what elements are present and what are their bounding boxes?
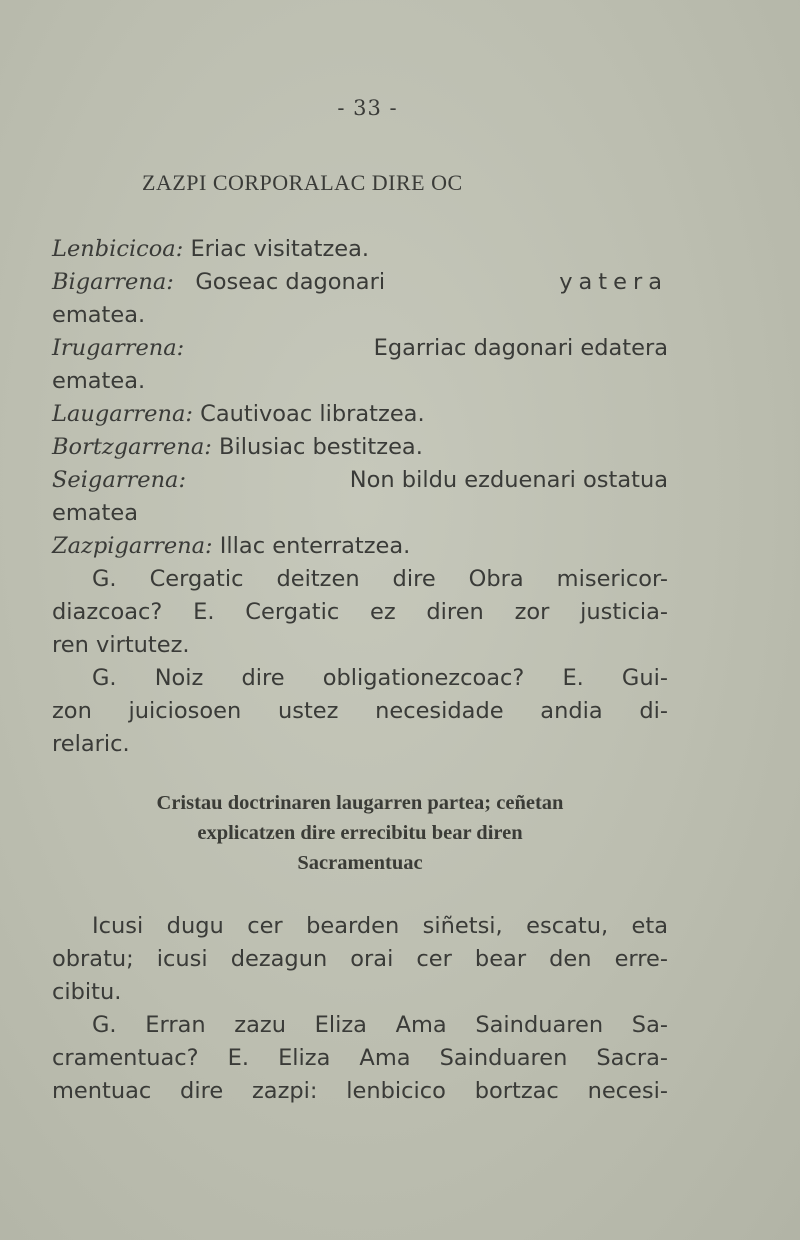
closing-text <box>52 910 668 1108</box>
work-4 <box>52 398 668 431</box>
work-label: Zazpigarrena: <box>52 533 213 559</box>
work-6 <box>52 464 668 497</box>
work-text: Bilusiac bestitzea. <box>219 434 423 460</box>
work-text: Cautivoac libratzea. <box>200 401 425 427</box>
work-text: Eriac visitatzea. <box>190 236 370 262</box>
work-3 <box>52 332 668 365</box>
section-heading-line-2: explicatzen dire errecibitu bear diren <box>197 822 523 844</box>
work-label: Lenbicicoa: <box>52 236 184 262</box>
qa2-line-2: zon juiciosoen ustez necesidade andia di- <box>52 698 668 724</box>
work-5 <box>52 431 668 464</box>
qa1-line-3: ren virtutez. <box>52 632 190 658</box>
para1-line-3: cibitu. <box>52 979 122 1005</box>
work-6-cont: ematea <box>52 500 139 526</box>
work-text-tail: yatera <box>559 269 668 295</box>
section-heading <box>52 788 668 878</box>
work-1 <box>52 233 668 266</box>
work-text: Illac enterratzea. <box>219 533 411 559</box>
work-label: Bortzgarrena: <box>52 434 212 460</box>
section-heading-line-1: Cristau doctrinaren laugarren partea; ceñetan <box>156 792 564 814</box>
work-text: Non bildu ezduenari ostatua <box>349 467 668 493</box>
work-7 <box>52 530 668 563</box>
para1-line-2: obratu; icusi dezagun orai cer bear den erre- <box>52 946 668 972</box>
section-heading-line-3: Sacramentuac <box>297 852 423 874</box>
work-2-cont: ematea. <box>52 302 146 328</box>
page-title: ZAZPI CORPORALAC DIRE OC <box>142 170 463 195</box>
work-text: Egarriac dagonari edatera <box>373 335 668 361</box>
para1-line-1: Icusi dugu cer bearden siñetsi, escatu, eta <box>92 913 668 939</box>
qa1-line-1: G. Cergatic deitzen dire Obra misericor- <box>92 566 668 592</box>
work-label: Laugarrena: <box>52 401 193 427</box>
qa1-line-2: diazcoac? E. Cergatic ez diren zor justicia- <box>52 599 668 625</box>
qa2-line-1: G. Noiz dire obligationezcoac? E. Gui- <box>92 665 668 691</box>
work-label: Bigarrena: <box>52 269 174 295</box>
work-label: Seigarrena: <box>52 467 187 493</box>
work-2 <box>52 266 668 299</box>
works-list <box>52 233 668 761</box>
para2-line-2: cramentuac? E. Eliza Ama Sainduaren Sacra- <box>52 1045 668 1071</box>
work-label: Irugarrena: <box>52 335 185 361</box>
para2-line-1: G. Erran zazu Eliza Ama Sainduaren Sa- <box>92 1012 668 1038</box>
qa2-line-3: relaric. <box>52 731 130 757</box>
work-text: Goseac dagonari <box>195 269 386 295</box>
para2-line-3: mentuac dire zazpi: lenbicico bortzac necesi- <box>52 1078 668 1104</box>
page-number: - 33 - <box>337 96 398 120</box>
work-3-cont: ematea. <box>52 368 146 394</box>
